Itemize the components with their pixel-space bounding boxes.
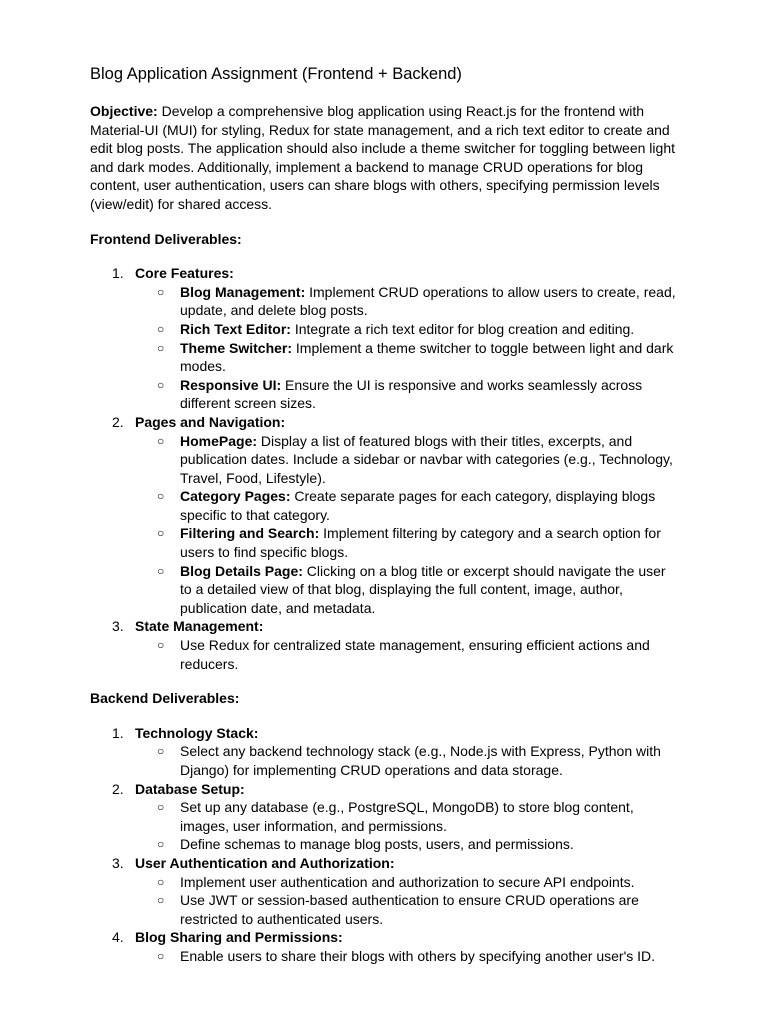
backend-item-1: [90, 724, 768, 780]
sub-item-text: Implement a theme switcher to toggle between light and dark modes.: [180, 339, 674, 375]
sub-item-text: Enable users to share their blogs with others by specifying another user's ID.: [180, 947, 656, 964]
list-item-title: Core Features:: [135, 265, 234, 282]
sub-item-label: HomePage:: [180, 432, 258, 449]
objective-text: Develop a comprehensive blog application using React.js for the frontend with Material-UI (MUI) for styling, Redux for state management, and a rich text editor to create and edit blog posts. The application should also include a theme switcher for toggling between light and dark modes. Additionally, implement a backend to manage CRUD operations for blog content, user authentication, users can share blogs with others, specifying permission levels (view/edit) for shared access.: [90, 103, 675, 212]
frontend-list: [90, 264, 768, 673]
list-item-title: Database Setup:: [135, 780, 245, 797]
backend-item-3: [90, 854, 768, 928]
list-number: 3.: [112, 854, 124, 871]
frontend-heading: Frontend Deliverables:: [90, 230, 242, 247]
backend-item-4: [90, 928, 768, 965]
sub-list: [135, 947, 768, 966]
sub-list-item: [135, 742, 680, 779]
bullet-circle-icon: ○: [157, 800, 165, 815]
frontend-item-1: [90, 264, 768, 413]
list-number: 1.: [112, 724, 124, 741]
sub-item-text: Implement user authentication and authorization to secure API endpoints.: [180, 873, 635, 890]
bullet-circle-icon: ○: [157, 948, 165, 963]
backend-list: [90, 724, 768, 966]
sub-item-text: Use Redux for centralized state management, ensuring efficient actions and reducers.: [180, 637, 650, 672]
sub-item-text: Display a list of featured blogs with their titles, excerpts, and publication dates. Include a sidebar or navbar with categories (e.g., Technology, Travel, Food, Lifestyle).: [180, 432, 673, 486]
sub-list-item: [135, 339, 680, 376]
bullet-circle-icon: ○: [157, 284, 165, 299]
list-item-title: User Authentication and Authorization:: [135, 854, 395, 871]
sub-list-item: [135, 562, 680, 618]
bullet-circle-icon: ○: [157, 837, 165, 852]
bullet-circle-icon: ○: [157, 340, 165, 355]
sub-list-item: [135, 524, 680, 561]
objective-label: Objective:: [90, 103, 158, 119]
sub-list-item: [135, 835, 680, 854]
sub-item-text: Integrate a rich text editor for blog creation and editing.: [290, 320, 635, 337]
sub-list-item: [135, 376, 680, 413]
sub-item-label: Blog Management:: [180, 283, 306, 300]
sub-item-text: Select any backend technology stack (e.g., Node.js with Express, Python with Django) for implementing CRUD operations and data storage.: [180, 743, 661, 778]
backend-item-2: [90, 780, 768, 854]
sub-item-text: Create separate pages for each category, displaying blogs specific to that category.: [180, 488, 656, 523]
bullet-circle-icon: ○: [157, 433, 165, 448]
list-number: 2.: [112, 780, 124, 797]
bullet-circle-icon: ○: [157, 321, 165, 336]
frontend-item-3: [90, 617, 768, 673]
sub-item-text: Set up any database (e.g., PostgreSQL, MongoDB) to store blog content, images, user information, and permissions.: [180, 799, 634, 834]
list-number: 4.: [112, 929, 124, 946]
list-item-title: Blog Sharing and Permissions:: [135, 929, 343, 946]
list-item-title: Pages and Navigation:: [135, 413, 286, 430]
list-number: 3.: [112, 618, 124, 635]
sub-item-text: Ensure the UI is responsive and works seamlessly across different screen sizes.: [180, 376, 643, 412]
sub-list: [135, 283, 768, 413]
objective-paragraph: [90, 102, 678, 214]
sub-list-item: [135, 798, 680, 835]
sub-list-item: [135, 636, 680, 673]
sub-item-label: Filtering and Search:: [180, 525, 320, 542]
bullet-circle-icon: ○: [157, 744, 165, 759]
bullet-circle-icon: ○: [157, 563, 165, 578]
document-title: Blog Application Assignment (Frontend + Backend): [90, 65, 462, 83]
sub-list-item: [135, 947, 680, 966]
bullet-circle-icon: ○: [157, 489, 165, 504]
sub-item-label: Theme Switcher:: [180, 339, 293, 356]
sub-list: [135, 432, 768, 618]
sub-item-text: Implement CRUD operations to allow users to create, read, update, and delete blog posts.: [180, 283, 676, 319]
sub-list-item: [135, 891, 680, 928]
frontend-item-2: [90, 413, 768, 618]
sub-item-label: Rich Text Editor:: [180, 320, 291, 337]
list-item-title: Technology Stack:: [135, 724, 259, 741]
sub-list: [135, 798, 768, 854]
sub-list-item: [135, 432, 680, 488]
sub-item-text: Use JWT or session-based authentication to ensure CRUD operations are restricted to authenticated users.: [180, 892, 639, 927]
sub-item-text: Clicking on a blog title or excerpt should navigate the user to a detailed view of that blog, displaying the full content, image, author, publication date, and metadata.: [180, 562, 666, 616]
list-item-title: State Management:: [135, 618, 264, 635]
sub-item-text: Implement filtering by category and a search option for users to find specific blogs.: [180, 525, 661, 561]
bullet-circle-icon: ○: [157, 526, 165, 541]
sub-list: [135, 636, 768, 673]
sub-list: [135, 873, 768, 929]
sub-list-item: [135, 283, 680, 320]
list-number: 2.: [112, 413, 124, 430]
bullet-circle-icon: ○: [157, 377, 165, 392]
sub-list-item: [135, 873, 680, 892]
bullet-circle-icon: ○: [157, 638, 165, 653]
sub-item-label: Category Pages:: [180, 488, 291, 505]
sub-item-label: Blog Details Page:: [180, 562, 303, 579]
bullet-circle-icon: ○: [157, 874, 165, 889]
backend-heading: Backend Deliverables:: [90, 690, 240, 707]
sub-list-item: [135, 320, 680, 339]
sub-item-text: Define schemas to manage blog posts, users, and permissions.: [180, 836, 574, 853]
sub-list: [135, 742, 768, 779]
sub-item-label: Responsive UI:: [180, 376, 282, 393]
sub-list-item: [135, 487, 680, 524]
list-number: 1.: [112, 265, 124, 282]
bullet-circle-icon: ○: [157, 893, 165, 908]
